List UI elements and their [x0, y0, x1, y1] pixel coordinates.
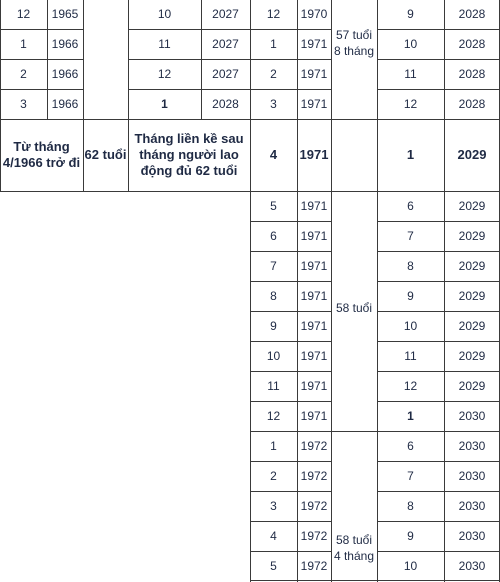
birth-month-cell: 12: [266, 409, 281, 423]
retire-month-cell: 10: [157, 7, 172, 21]
birth-year-cell: 1971: [300, 319, 328, 333]
birth-year-cell: 1971: [300, 229, 328, 243]
grid-line: [377, 29, 500, 30]
grid-line: [128, 29, 332, 30]
grid-line: [201, 0, 202, 119]
retire-year-cell: 2030: [458, 499, 486, 513]
retire-month-cell: 9: [407, 529, 414, 543]
grid-line: [444, 119, 445, 191]
retire-month-cell: 1: [407, 409, 414, 423]
birth-month-cell: 1: [270, 37, 277, 51]
birth-month-cell: 5: [270, 199, 277, 213]
grid-line: [377, 221, 500, 222]
grid-line: [377, 521, 500, 522]
grid-line: [250, 580, 500, 581]
birth-year-cell: 1972: [300, 439, 328, 453]
retire-year-cell: 2029: [458, 349, 486, 363]
retire-year-cell: 2027: [212, 7, 239, 21]
birth-year-cell: 1965: [51, 7, 79, 21]
birth-year-cell: 1966: [51, 37, 79, 51]
birth-month-cell: 2: [20, 67, 27, 81]
grid-line: [377, 311, 500, 312]
birth-month-cell: 3: [20, 97, 27, 111]
retire-month-cell: 12: [157, 67, 172, 81]
retire-month-cell: 6: [407, 199, 414, 213]
birth-month-cell: 2: [270, 67, 277, 81]
retire-month-cell: 10: [403, 559, 418, 573]
retire-month-cell: 8: [407, 259, 414, 273]
birth-year-cell: 1971: [300, 259, 328, 273]
grid-line: [250, 371, 332, 372]
grid-line: [250, 251, 332, 252]
grid-line: [444, 0, 445, 119]
age-cell: 58 tuổi: [335, 300, 373, 315]
birth-month-cell: 2: [270, 469, 277, 483]
grid-line: [331, 191, 332, 582]
retire-month-cell: 1: [161, 97, 168, 111]
birth-month-cell: 3: [270, 97, 277, 111]
grid-line: [250, 401, 332, 402]
grid-line: [331, 119, 332, 191]
grid-line: [377, 0, 378, 119]
grid-line: [0, 119, 1, 191]
retire-month-cell: 9: [407, 7, 414, 21]
retire-year-cell: 2027: [212, 37, 239, 51]
birth-month-cell: 12: [266, 7, 281, 21]
grid-line: [331, 0, 332, 119]
birth-year-cell: 1966: [51, 67, 79, 81]
retire-month-cell: 9: [407, 289, 414, 303]
grid-line: [297, 191, 298, 582]
age-cell: 58 tuổi 4 tháng: [333, 533, 375, 563]
birth-year-cell: 1970: [300, 7, 328, 21]
retire-year-cell: 2030: [458, 529, 486, 543]
retire-year-cell: 2028: [458, 97, 486, 111]
grid-line: [444, 191, 445, 582]
grid-line: [0, 29, 84, 30]
grid-line: [128, 119, 129, 191]
retire-year-cell: 2028: [212, 97, 239, 111]
retire-month-cell: 12: [403, 97, 418, 111]
grid-line: [0, 89, 84, 90]
grid-line: [250, 311, 332, 312]
grid-line: [250, 281, 332, 282]
grid-line: [377, 401, 500, 402]
grid-line: [377, 281, 500, 282]
birth-month-cell: 11: [267, 379, 280, 393]
retire-month-cell: 7: [407, 469, 414, 483]
retire-month-cell: 1: [406, 147, 415, 162]
grid-line: [128, 59, 332, 60]
retire-year-cell: 2029: [458, 199, 486, 213]
retire-year-cell: 2030: [458, 409, 486, 423]
grid-line: [250, 521, 332, 522]
retire-year-cell: 2029: [458, 259, 486, 273]
grid-line: [128, 89, 332, 90]
retire-month-cell: 8: [407, 499, 414, 513]
birth-month-cell: 5: [270, 559, 277, 573]
retire-month-cell: 10: [403, 319, 418, 333]
grid-line: [250, 191, 251, 582]
grid-line: [377, 371, 500, 372]
birth-year-cell: 1971: [300, 289, 328, 303]
grid-line: [377, 551, 500, 552]
birth-month-cell: 1: [270, 439, 277, 453]
retire-year-cell: 2029: [458, 229, 486, 243]
retire-year-cell: 2030: [458, 559, 486, 573]
birth-month-cell: 12: [16, 7, 31, 21]
grid-line: [83, 0, 84, 119]
grid-line: [250, 491, 332, 492]
grid-line: [250, 461, 332, 462]
grid-line: [0, 0, 1, 119]
retire-year-cell: 2028: [458, 37, 486, 51]
birth-year-cell: 1966: [51, 97, 79, 111]
retire-year-cell: 2029: [457, 147, 487, 162]
birth-year-cell: 1971: [300, 67, 328, 81]
grid-line: [377, 89, 500, 90]
retire-month-cell: 10: [403, 37, 418, 51]
retire-year-cell: 2029: [458, 379, 486, 393]
retire-month-cell: 6: [407, 439, 414, 453]
retire-month-cell: 12: [403, 379, 418, 393]
retire-year-cell: 2028: [458, 67, 486, 81]
grid-line: [83, 119, 84, 191]
retire-month-cell: 11: [404, 67, 417, 81]
birth-year-cell: 1971: [300, 379, 328, 393]
birth-year-cell: 1971: [299, 147, 329, 162]
birth-year-cell: 1971: [300, 409, 328, 423]
birth-year-cell: 1972: [300, 559, 328, 573]
grid-line: [47, 0, 48, 119]
age-cell: 57 tuổi 8 tháng: [333, 27, 375, 58]
retire-year-cell: 2028: [458, 7, 486, 21]
retire-year-cell: 2030: [458, 439, 486, 453]
retire-year-cell: 2027: [212, 67, 239, 81]
grid-line: [250, 119, 251, 191]
retire-year-cell: 2029: [458, 289, 486, 303]
grid-line: [250, 551, 332, 552]
birth-month-cell: 9: [270, 319, 277, 333]
grid-line: [297, 0, 298, 119]
grid-line: [0, 59, 84, 60]
birth-month-cell: 7: [270, 259, 277, 273]
birth-year-cell: 1971: [300, 349, 328, 363]
birth-year-cell: 1971: [300, 199, 328, 213]
grid-line: [250, 431, 500, 432]
grid-line: [377, 59, 500, 60]
grid-line: [377, 341, 500, 342]
birth-year-cell: 1972: [300, 529, 328, 543]
grid-line: [377, 191, 378, 582]
birth-month-cell: 4: [270, 529, 277, 543]
grid-line: [377, 461, 500, 462]
retire-month-cell: 11: [404, 349, 417, 363]
retire-month-cell: 7: [407, 229, 414, 243]
birth-year-cell: 1971: [300, 37, 328, 51]
birth-year-cell: 1972: [300, 499, 328, 513]
birth-year-cell: 1972: [300, 469, 328, 483]
grid-line: [377, 491, 500, 492]
grid-line: [250, 221, 332, 222]
grid-line: [377, 251, 500, 252]
birth-year-cell: 1971: [300, 97, 328, 111]
grid-line: [297, 119, 298, 191]
birth-month-cell: 6: [270, 229, 277, 243]
from-date-cell: Từ tháng 4/1966 trở đi: [2, 139, 81, 170]
grid-line: [250, 0, 251, 119]
grid-line: [377, 119, 378, 191]
birth-month-cell: 3: [270, 499, 277, 513]
birth-month-cell: 10: [266, 349, 281, 363]
retire-time-cell: Tháng liền kề sau tháng người lao động đủ 62 tuổi: [134, 131, 244, 178]
retire-month-cell: 11: [158, 37, 171, 51]
birth-month-cell: 4: [269, 147, 278, 162]
age-cell: 62 tuổi: [84, 147, 127, 162]
retire-year-cell: 2030: [458, 469, 486, 483]
birth-month-cell: 8: [270, 289, 277, 303]
grid-line: [128, 0, 129, 119]
retire-year-cell: 2029: [458, 319, 486, 333]
birth-month-cell: 1: [20, 37, 27, 51]
grid-line: [250, 341, 332, 342]
